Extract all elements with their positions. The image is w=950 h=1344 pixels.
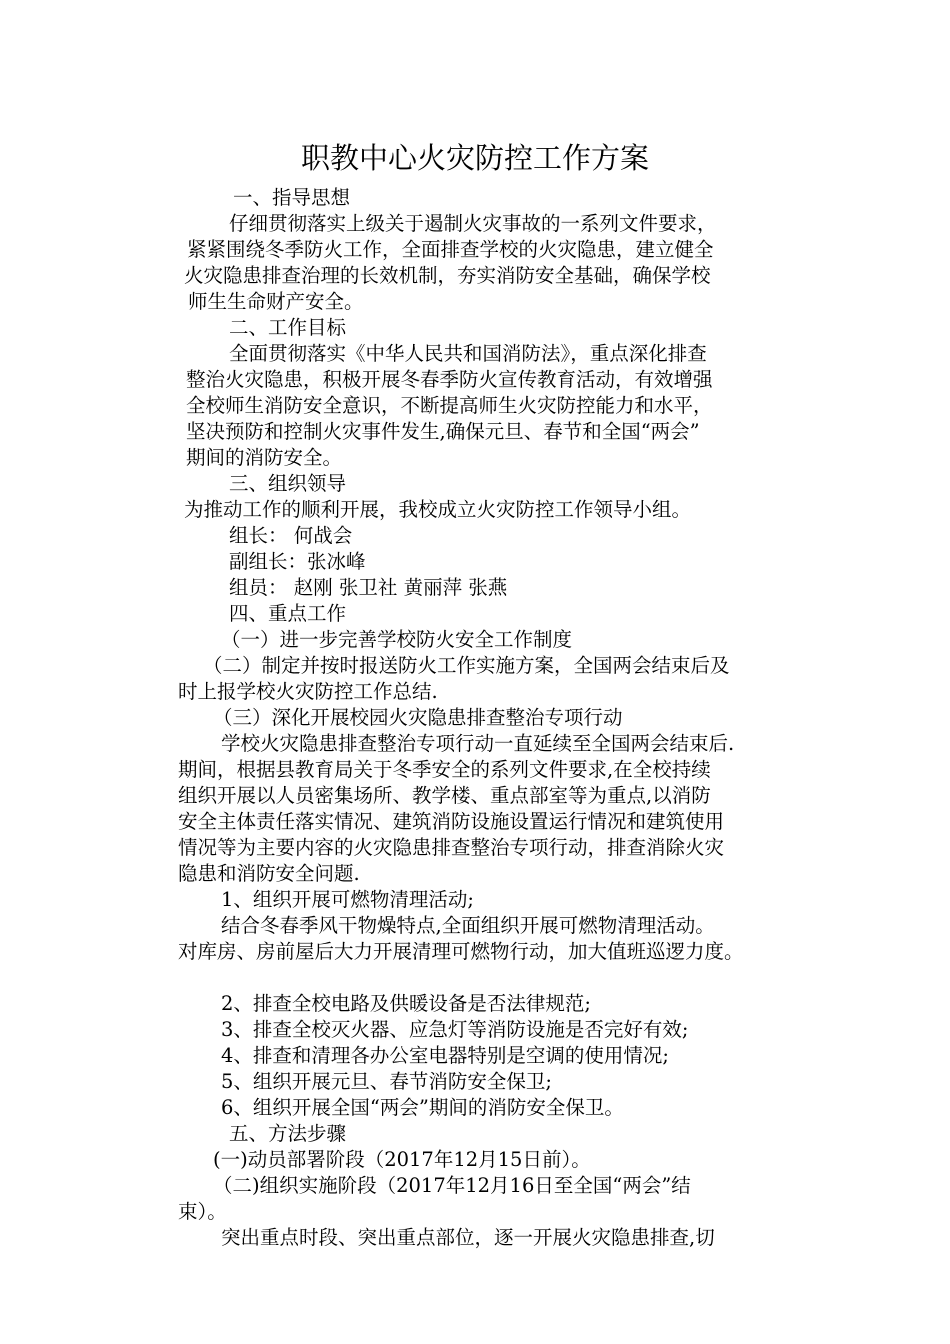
paragraph-line: 学校火灾隐患排查整治专项行动一直延续至全国两会结束后. [221,732,735,755]
section-heading-organization: 三、组织领导 [229,472,347,495]
paragraph-line: 紧紧围绕冬季防火工作，全面排查学校的火灾隐患，建立健全 [187,238,714,261]
paragraph-line: 整治火灾隐患，积极开展冬春季防火宣传教育活动，有效增强 [186,368,713,391]
member-line-members: 组员： 赵刚 张卫社 黄丽萍 张燕 [229,576,508,599]
list-item: 5、组织开展元旦、春节消防安全保卫; [221,1070,552,1093]
paragraph-line: 为推动工作的顺利开展，我校成立火灾防控工作领导小组。 [184,498,692,521]
paragraph-line: 突出重点时段、突出重点部位，逐一开展火灾隐患排查,切 [221,1226,715,1249]
subsection-line: （二）制定并按时报送防火工作实施方案，全国两会结束后及 [203,654,730,677]
paragraph-line: 全面贯彻落实《中华人民共和国消防法》，重点深化排查 [229,342,707,365]
subsection-line: （二)组织实施阶段（2017年12月16日至全国“两会”结 [213,1174,691,1197]
subsection-line: （一）进一步完善学校防火安全工作制度 [221,628,573,651]
paragraph-line: 束）。 [178,1200,227,1223]
paragraph-line: 对库房、房前屋后大力开展清理可燃物行动，加大值班巡逻力度。 [178,940,744,963]
paragraph-line: 组织开展以人员密集场所、教学楼、重点部室等为重点,以消防 [178,784,711,807]
paragraph-line: 安全主体责任落实情况、建筑消防设施设置运行情况和建筑使用 [178,810,725,833]
paragraph-line: 情况等为主要内容的火灾隐患排查整治专项行动，排查消除火灾 [178,836,725,859]
subsection-line: （三）深化开展校园火灾隐患排查整治专项行动 [213,706,623,729]
paragraph-line: 仔细贯彻落实上级关于遏制火灾事故的一系列文件要求， [229,212,717,235]
paragraph-line: 坚决预防和控制火灾事件发生,确保元旦、春节和全国“两会” [186,420,700,443]
member-line-leader: 组长： 何战会 [229,524,353,547]
section-heading-key-work: 四、重点工作 [229,602,347,625]
document-title: 职教中心火灾防控工作方案 [300,141,649,175]
list-item: 2、排查全校电路及供暖设备是否法律规范; [221,992,591,1015]
list-item: 4、排查和清理各办公室电器特别是空调的使用情况; [221,1044,669,1067]
paragraph-line: 全校师生消防安全意识，不断提高师生火灾防控能力和水平， [186,394,713,417]
paragraph-line: 师生生命财产安全。 [188,290,364,313]
paragraph-line: 期间，根据县教育局关于冬季安全的系列文件要求,在全校持续 [178,758,711,781]
paragraph-line: 结合冬春季风干物燥特点,全面组织开展可燃物清理活动。 [221,914,715,937]
list-item: 6、组织开展全国“两会”期间的消防安全保卫。 [221,1096,624,1119]
paragraph-line: 隐患和消防安全问题. [178,862,360,885]
list-item: 3、排查全校灭火器、应急灯等消防设施是否完好有效; [221,1018,689,1041]
section-heading-work-goals: 二、工作目标 [229,316,347,339]
member-line-deputy: 副组长：张冰峰 [229,550,366,573]
subsection-line: (一)动员部署阶段（2017年12月15日前）。 [213,1148,591,1171]
section-heading-method-steps: 五、方法步骤 [229,1122,347,1145]
paragraph-line: 期间的消防安全。 [186,446,343,469]
paragraph-line: 火灾隐患排查治理的长效机制，夯实消防安全基础，确保学校 [184,264,711,287]
section-heading-guiding-thought: 一、指导思想 [233,186,351,209]
paragraph-line: 时上报学校火灾防控工作总结. [178,680,438,703]
list-item: 1、组织开展可燃物清理活动; [221,888,474,911]
